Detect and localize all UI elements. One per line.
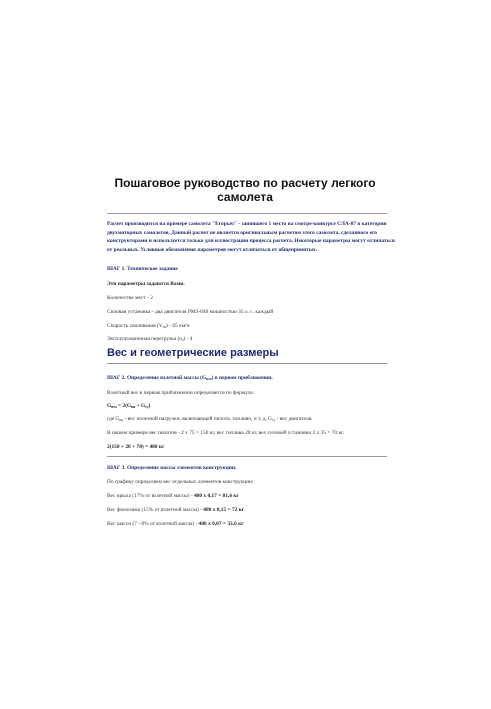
example-text: В нашем примере вес пилотов - 2 х 75 = 150 кг, вес топлива 20 кг, вес силовой установки 2 х 35 = 70 кг.: [107, 430, 345, 436]
section-heading: Вес и геометрические размеры: [107, 347, 279, 359]
formula-explanation: где $G_{пн}$ - вес полезной нагрузки, включающей пилота, топливо, и т. д, $G_{су}$ - вес двигателя.: [107, 416, 313, 422]
intro-paragraph: Расчет производится на примере самолета "Егорыч" - занявшего 1 место на смотре-конкурсе СЛА-87 в категории двухмоторных самолетов. Данный расчет не является оригинальным расчетом этого самолета, сделанного его конструкторами и используется только для иллюстрации процесса расчета. Некоторые параметры могут отличаться от реальных. Условные обозначения параметров могут отличаться от общепринятых.: [107, 221, 395, 253]
wing-weight: Вес крыла (17% от взлетной массы) - 480 х 0,17 = 81,6 кг: [107, 493, 239, 499]
overload-text: Эксплуатационная перегрузка $(n_э) - 4$: [107, 336, 193, 342]
title-line-1: Пошаговое руководство по расчету легкого: [114, 176, 376, 190]
stall-speed-text: Скорость сваливания $(V_{св}) - 65$ км/ч: [107, 323, 190, 329]
formula: $G_{взл} = 2(G_{пн} + G_{су})$: [107, 403, 151, 409]
step1-title: ШАГ 1. Техническое задание: [107, 266, 178, 272]
gear-weight: Вес шасси (7 - 8% от взлетной массы) - 480 х 0,07 = 33,6 кг: [107, 521, 244, 527]
seats-text: Количество мест - 2: [107, 295, 153, 301]
step2-title: ШАГ 2. Определение взлетной массы $(G_{взл})$ в первом приближении.: [107, 375, 273, 381]
title-line-2: самолета: [217, 190, 273, 204]
step1-subtitle: Эти параметры задаются Вами.: [107, 281, 185, 287]
fuselage-weight: Вес фюзеляжа (15% от взлетной массы) - 480 х 0,15 = 72 кг: [107, 507, 245, 513]
step3-title: ШАГ 3. Определение массы элементов конструкции.: [107, 465, 237, 471]
powerplant-text: Силовая установка - два двигателя РМЗ-640 мощностью 35 л. с. каждый: [107, 309, 274, 315]
title-divider: [107, 213, 387, 214]
page-title: [90, 176, 400, 204]
step2-text: Взлетный вес в первом приближении определяется по формуле:: [107, 390, 255, 396]
section-divider: [107, 363, 387, 364]
step2-divider: [107, 456, 387, 457]
step3-text: По графику определяем вес отдельных элементов конструкции:: [107, 479, 254, 485]
result-text: 2(150 + 20 + 70) = 480 кг: [107, 444, 165, 450]
